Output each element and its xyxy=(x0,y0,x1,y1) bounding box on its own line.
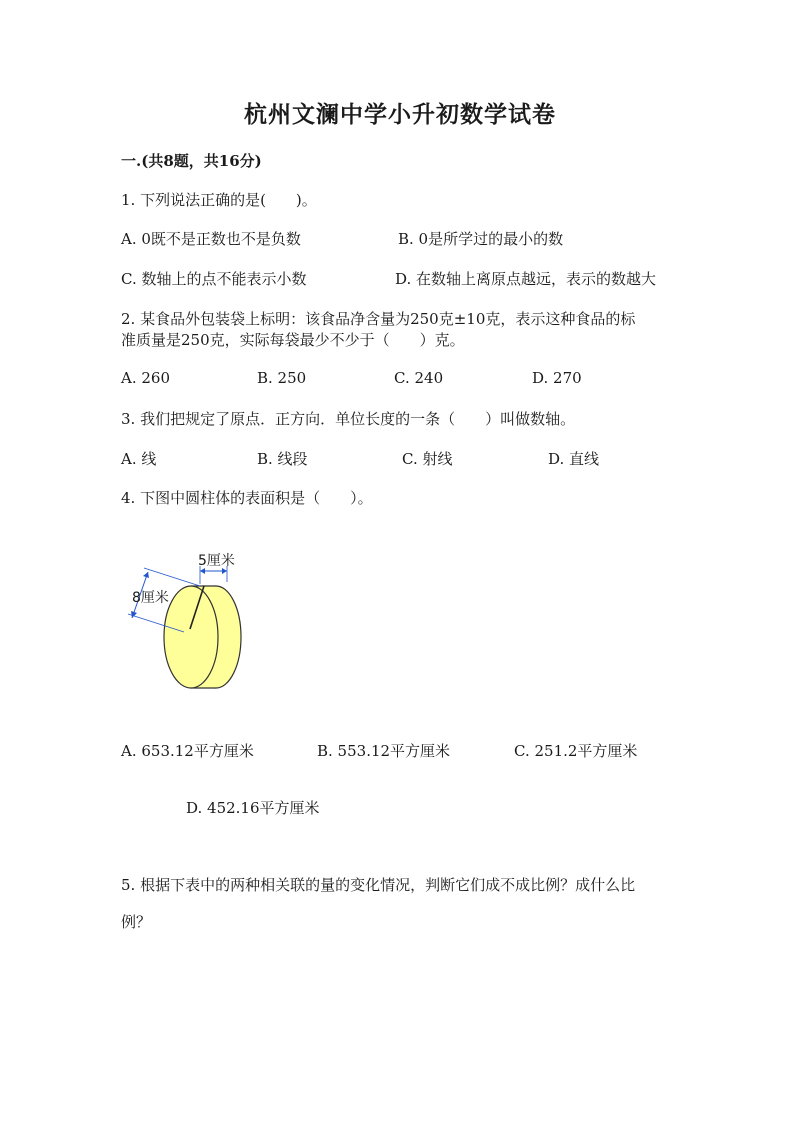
section-header: 一.(共8题，共16分) xyxy=(121,152,262,170)
cylinder-front-face xyxy=(164,586,218,688)
question-3-option-b[interactable]: B. 线段 xyxy=(257,450,308,468)
question-2-stem-line2: 准质量是250克，实际每袋最少不少于（ ）克。 xyxy=(121,331,465,349)
question-5-stem-line1: 5. 根据下表中的两种相关联的量的变化情况，判断它们成不成比例？成什么比 xyxy=(121,876,636,894)
width-label: 5厘米 xyxy=(198,553,235,569)
question-4-option-c[interactable]: C. 251.2平方厘米 xyxy=(514,742,638,760)
question-1-option-c[interactable]: C. 数轴上的点不能表示小数 xyxy=(121,270,307,288)
radius-label: 8厘米 xyxy=(132,590,169,606)
cylinder-figure xyxy=(120,548,260,696)
question-1-stem: 1. 下列说法正确的是( )。 xyxy=(121,191,317,209)
question-3-option-d[interactable]: D. 直线 xyxy=(548,450,600,468)
question-2-option-a[interactable]: A. 260 xyxy=(121,369,170,387)
question-2-option-b[interactable]: B. 250 xyxy=(257,369,307,387)
question-2-option-c[interactable]: C. 240 xyxy=(394,369,444,387)
question-2-stem-line1: 2. 某食品外包装袋上标明：该食品净含量为250克±10克，表示这种食品的标 xyxy=(121,310,636,328)
question-1-option-d[interactable]: D. 在数轴上离原点越远，表示的数越大 xyxy=(395,270,657,288)
question-4-option-a[interactable]: A. 653.12平方厘米 xyxy=(121,742,254,760)
question-4-option-b[interactable]: B. 553.12平方厘米 xyxy=(317,742,451,760)
question-4-stem: 4. 下图中圆柱体的表面积是（ ）。 xyxy=(121,489,373,507)
question-5-stem-line2: 例？ xyxy=(121,913,152,931)
question-2-option-d[interactable]: D. 270 xyxy=(532,369,582,387)
page-title: 杭州文澜中学小升初数学试卷 xyxy=(244,101,556,128)
question-1-option-b[interactable]: B. 0是所学过的最小的数 xyxy=(398,230,564,248)
question-3-stem: 3. 我们把规定了原点．正方向．单位长度的一条（ ）叫做数轴。 xyxy=(121,410,576,428)
question-1-option-a[interactable]: A. 0既不是正数也不是负数 xyxy=(121,230,301,248)
question-3-option-a[interactable]: A. 线 xyxy=(121,450,157,468)
question-3-option-c[interactable]: C. 射线 xyxy=(402,450,453,468)
question-4-option-d[interactable]: D. 452.16平方厘米 xyxy=(186,799,320,817)
